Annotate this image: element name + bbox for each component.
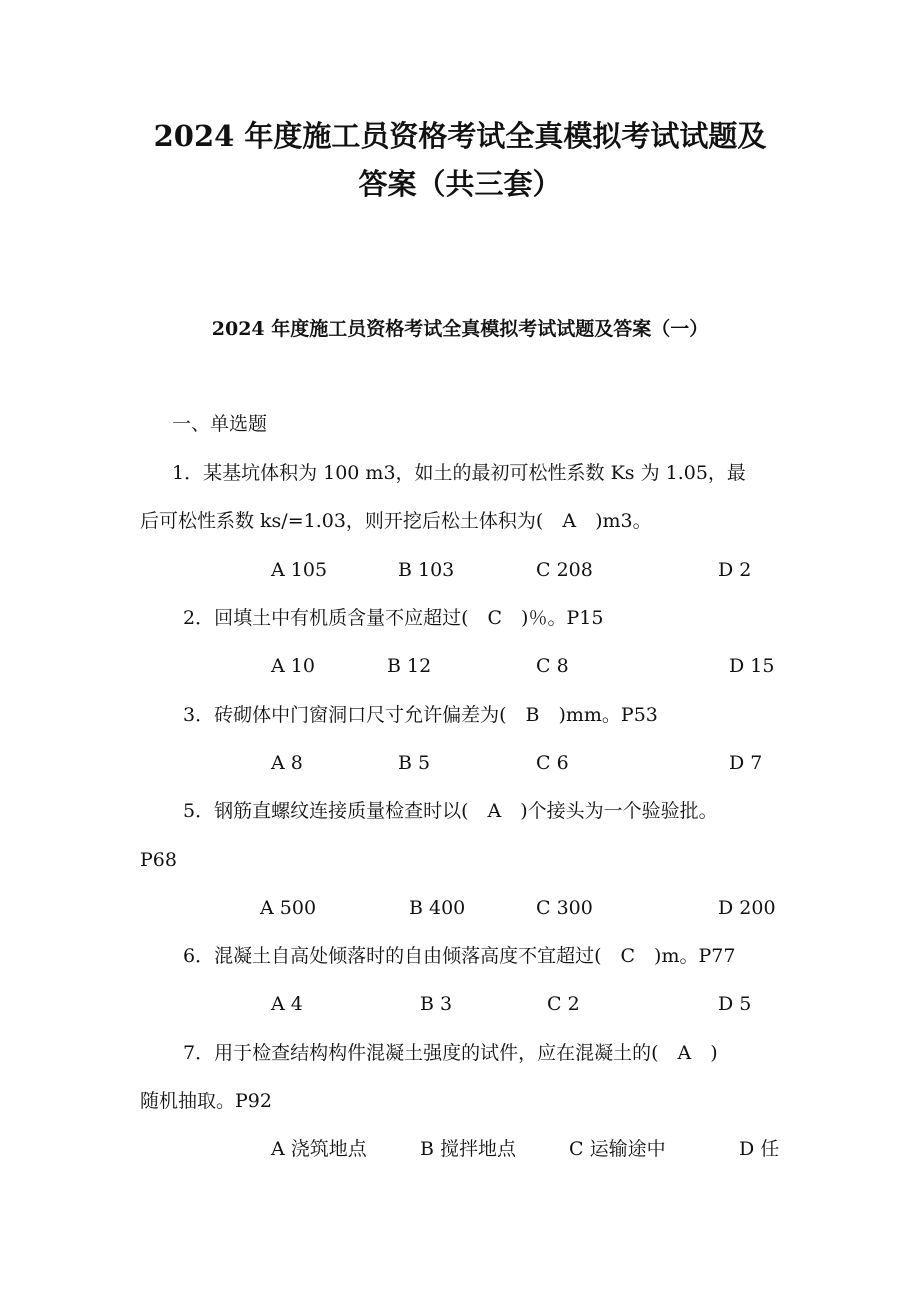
set-subtitle: 2024 年度施工员资格考试全真模拟考试试题及答案（一）	[211, 318, 709, 340]
question-3-line-1: 3．砖砌体中门窗洞口尺寸允许偏差为( B )mm。P53	[183, 704, 658, 726]
question-6-line-1: 6．混凝土自高处倾落时的自由倾落高度不宜超过( C )m。P77	[183, 945, 736, 967]
question-7-option-d: D 任	[739, 1138, 780, 1160]
document-title-line-1: 2024 年度施工员资格考试全真模拟考试试题及	[153, 119, 767, 153]
question-5-option-b: B 400	[409, 897, 466, 919]
question-6-option-d: D 5	[718, 993, 752, 1015]
question-5-option-c: C 300	[536, 897, 593, 919]
question-3-option-a: A 8	[271, 752, 303, 774]
question-1-option-c: C 208	[536, 559, 593, 581]
question-7-option-c: C 运输途中	[569, 1138, 666, 1160]
question-5-option-d: D 200	[718, 897, 776, 919]
question-6-option-b: B 3	[420, 993, 453, 1015]
question-7-line-1: 7．用于检查结构构件混凝土强度的试件，应在混凝土的( A )	[183, 1042, 718, 1064]
question-1-option-a: A 105	[271, 559, 328, 581]
question-5-line-2: P68	[140, 849, 177, 871]
question-7-option-a: A 浇筑地点	[271, 1138, 367, 1160]
question-3-option-c: C 6	[536, 752, 569, 774]
question-3-option-b: B 5	[398, 752, 431, 774]
question-1-option-b: B 103	[398, 559, 455, 581]
question-6-option-c: C 2	[547, 993, 580, 1015]
question-2-option-c: C 8	[536, 655, 569, 677]
question-6-option-a: A 4	[271, 993, 303, 1015]
question-1-line-2: 后可松性系数 ks/=1.03，则开挖后松土体积为( A )m3。	[140, 510, 652, 532]
question-2-line-1: 2．回填土中有机质含量不应超过( C )％。P15	[183, 607, 604, 629]
question-7-line-2: 随机抽取。P92	[140, 1090, 272, 1112]
question-5-option-a: A 500	[260, 897, 317, 919]
question-1-line-1: 1．某基坑体积为 100 m3，如土的最初可松性系数 Ks 为 1.05，最	[172, 462, 746, 484]
question-2-option-a: A 10	[271, 655, 315, 677]
section-heading: 一、单选题	[172, 413, 268, 435]
question-5-line-1: 5．钢筋直螺纹连接质量检查时以( A )个接头为一个验验批。	[183, 800, 718, 822]
question-3-option-d: D 7	[729, 752, 763, 774]
question-7-option-b: B 搅拌地点	[420, 1138, 517, 1160]
question-1-option-d: D 2	[718, 559, 752, 581]
question-2-option-b: B 12	[387, 655, 432, 677]
question-2-option-d: D 15	[729, 655, 775, 677]
document-title-line-2: 答案（共三套）	[358, 167, 562, 201]
